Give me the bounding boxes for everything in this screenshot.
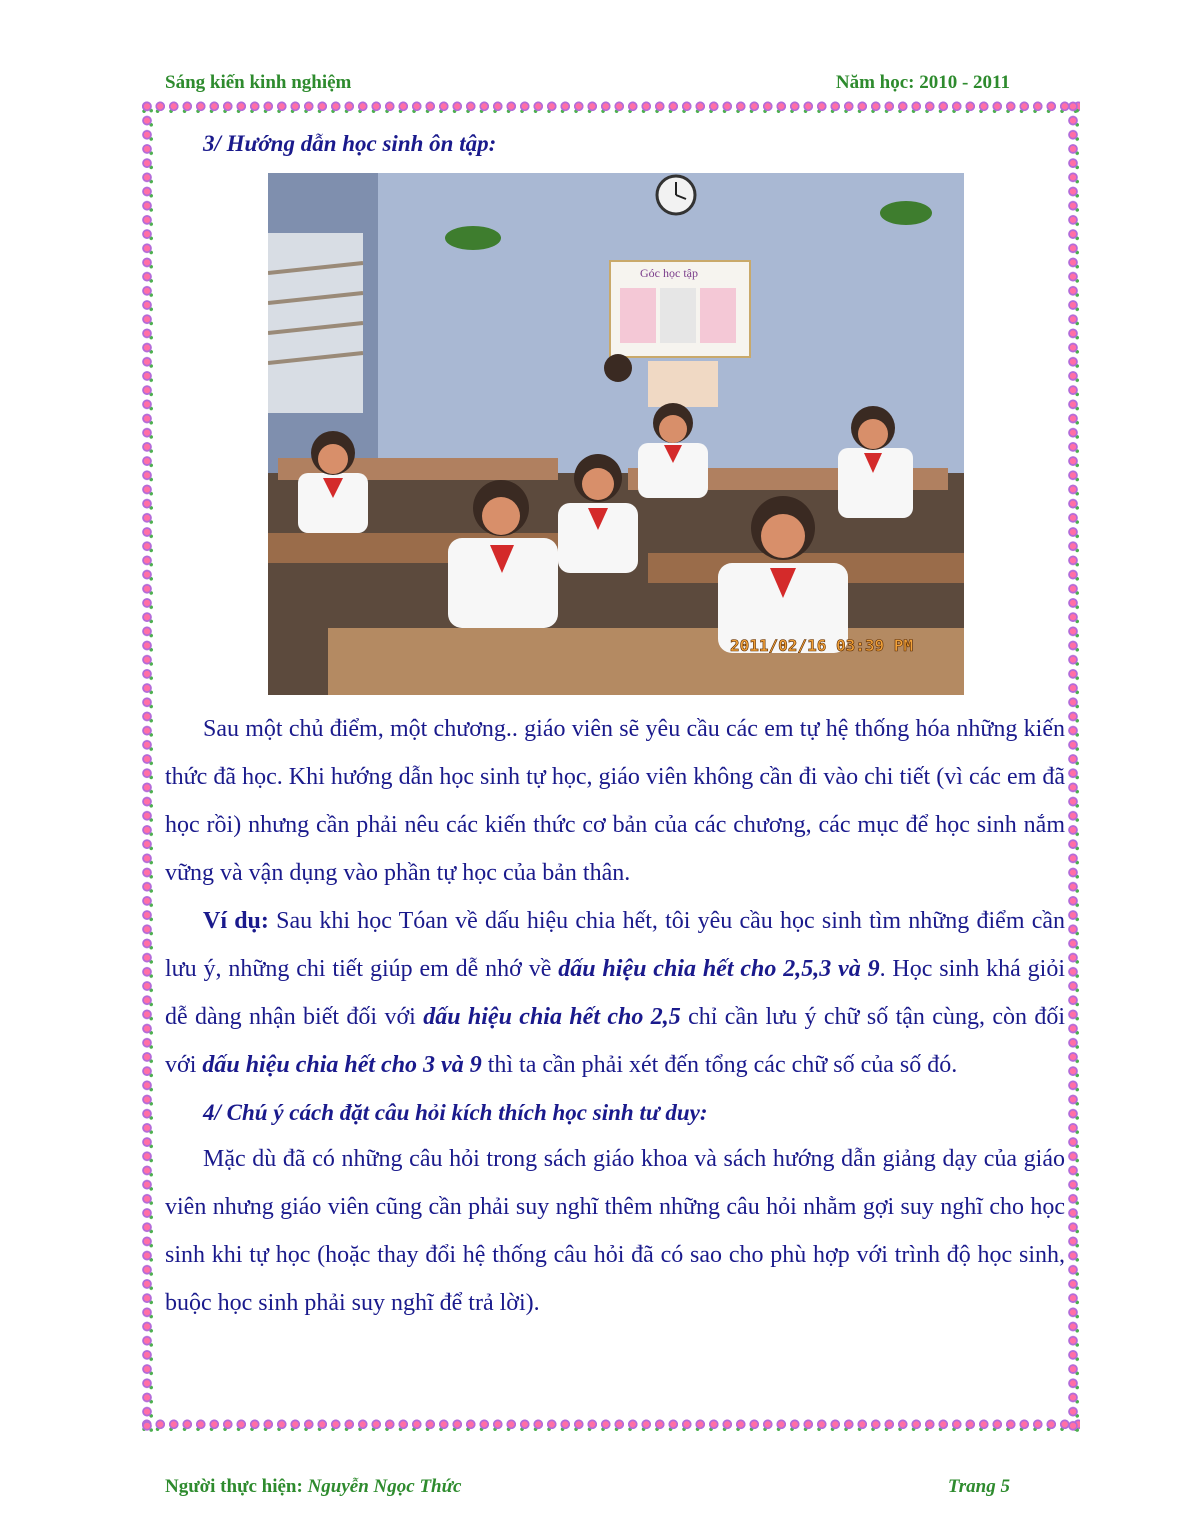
header-title: Sáng kiến kinh nghiệm — [165, 72, 352, 93]
example-label: Ví dụ: — [203, 908, 269, 934]
classroom-photo-illustration — [268, 173, 964, 695]
page-header — [165, 72, 1010, 94]
header-school-year: Năm học: 2010 - 2011 — [835, 72, 1010, 93]
example-emphasis-2: dấu hiệu chia hết cho 2,5 — [423, 1004, 681, 1030]
section-3-heading: 3/ Hướng dẫn học sinh ôn tập: — [203, 131, 497, 156]
example-emphasis-1: dấu hiệu chia hết cho 2,5,3 và 9 — [558, 956, 880, 982]
flower-border-right — [1066, 100, 1080, 1432]
board-title: Góc học tập — [640, 266, 698, 280]
section-4-heading: 4/ Chú ý cách đặt câu hỏi kích thích học sinh tư duy: — [203, 1100, 708, 1125]
example-text-4: thì ta cần phải xét đến tổng các chữ số của số đó. — [481, 1052, 958, 1078]
footer-page-number: Trang 5 — [947, 1476, 1010, 1497]
photo-timestamp: 2011/02/16 03:39 PM — [730, 636, 914, 655]
flower-border-bottom — [140, 1418, 1080, 1432]
page-content — [165, 128, 1065, 1327]
page-footer — [165, 1476, 1010, 1498]
flower-border-left — [140, 100, 154, 1432]
footer-author-name: Nguyễn Ngọc Thức — [307, 1476, 462, 1497]
paragraph-self-review: Sau một chủ điểm, một chương.. giáo viên sẽ yêu cầu các em tự hệ thống hóa những kiến thức đã học. Khi hướng dẫn học sinh tự học, giáo viên không cần đi vào chi tiết (vì các em đã học rồi) nhưng cần phải nêu các kiến thức cơ bản của các chương, các mục để học sinh nắm vững và vận dụng vào phần tự học của bản thân. — [165, 716, 1065, 886]
example-text-2: . Học sinh khá giỏi dễ dàng nhận biết đối với — [165, 956, 1065, 1030]
example-emphasis-3: dấu hiệu chia hết cho 3 và 9 — [202, 1052, 482, 1078]
footer-author-label: Người thực hiện: — [165, 1476, 308, 1497]
example-text-1: Sau khi học Tóan về dấu hiệu chia hết, tôi yêu cầu học sinh tìm những điểm cần lưu ý, những chi tiết giúp em dễ nhớ về — [165, 908, 1066, 982]
flower-border-top — [140, 100, 1080, 114]
paragraph-questions: Mặc dù đã có những câu hỏi trong sách giáo khoa và sách hướng dẫn giảng dạy của giáo viên nhưng giáo viên cũng cần phải suy nghĩ thêm những câu hỏi nhằm gợi suy nghĩ cho học sinh khi tự học (hoặc thay đổi hệ thống câu hỏi đã có sao cho phù hợp với trình độ học sinh, buộc học sinh phải suy nghĩ để trả lời). — [165, 1146, 1065, 1316]
paragraph-example — [165, 897, 1065, 1089]
classroom-photo — [268, 173, 964, 695]
example-text-3: chỉ cần lưu ý chữ số tận cùng, còn đối với — [165, 1004, 1066, 1078]
